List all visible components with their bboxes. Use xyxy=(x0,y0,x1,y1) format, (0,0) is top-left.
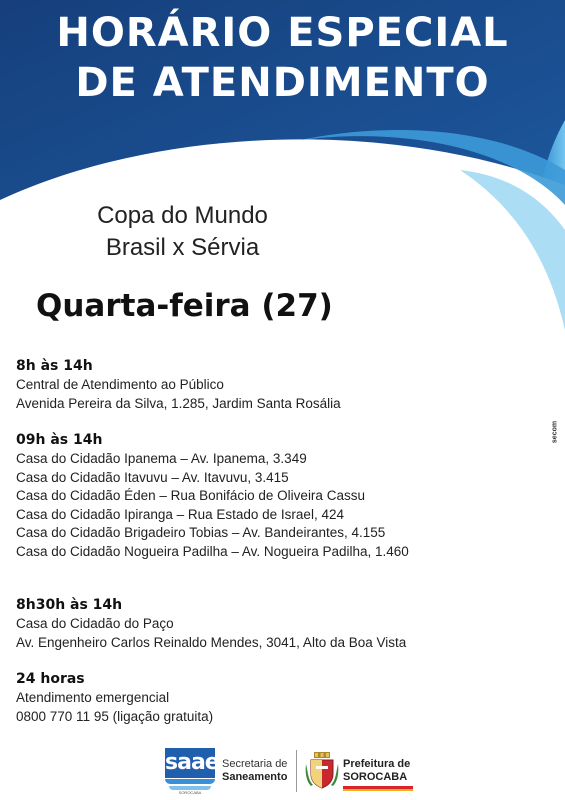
footer-divider xyxy=(296,750,297,792)
side-credit xyxy=(547,388,563,476)
footer-logos xyxy=(0,748,565,794)
schedule-list xyxy=(16,356,536,743)
prefeitura-line1: Prefeitura de xyxy=(343,758,411,770)
header-title xyxy=(0,8,565,108)
schedule-line: Avenida Pereira da Silva, 1.285, Jardim Santa Rosália xyxy=(16,395,341,411)
schedule-block xyxy=(16,669,536,726)
schedule-time: 24 horas xyxy=(16,671,85,687)
schedule-block xyxy=(16,595,536,652)
schedule-line: Casa do Cidadão Ipanema – Av. Ipanema, 3.349 xyxy=(16,451,307,466)
prefeitura-stripe-yellow xyxy=(343,789,413,791)
event-info xyxy=(60,200,305,264)
schedule-time: 8h às 14h xyxy=(16,358,93,374)
secom-label: secom xyxy=(551,420,559,444)
schedule-line: Central de Atendimento ao Público xyxy=(16,377,224,392)
schedule-line: Atendimento emergencial xyxy=(16,690,170,705)
saae-logo-text: saae xyxy=(165,748,215,778)
schedule-line: Casa do Cidadão Éden – Rua Bonifácio de Oliveira Cassu xyxy=(16,488,365,503)
event-line2: Brasil x Sérvia xyxy=(105,234,260,261)
schedule-time: 8h30h às 14h xyxy=(16,597,123,613)
schedule-block xyxy=(16,430,536,561)
schedule-line: Casa do Cidadão Brigadeiro Tobias – Av. Bandeirantes, 4.155 xyxy=(16,525,386,540)
saae-wave-icon xyxy=(165,779,215,784)
day-heading: Quarta-feira (27) xyxy=(36,288,333,324)
schedule-block xyxy=(16,356,536,413)
schedule-line: Av. Engenheiro Carlos Reinaldo Mendes, 3041, Alto da Boa Vista xyxy=(16,634,407,650)
city-crest-icon xyxy=(305,752,339,790)
schedule-time: 09h às 14h xyxy=(16,432,103,448)
header-title-line1: HORÁRIO ESPECIAL xyxy=(56,10,509,56)
saae-logo xyxy=(165,748,219,795)
secretaria-line1: Secretaria de xyxy=(222,758,288,770)
saae-logo-sub: SOROCABA xyxy=(178,790,202,795)
schedule-line: Casa do Cidadão Itavuvu – Av. Itavuvu, 3.415 xyxy=(16,469,289,485)
event-line1: Copa do Mundo xyxy=(97,202,268,229)
prefeitura-line2: SOROCABA xyxy=(343,771,408,783)
secretaria-line2: Saneamento xyxy=(222,771,288,783)
schedule-line: Casa do Cidadão Nogueira Padilha – Av. Nogueira Padilha, 1.460 xyxy=(16,543,409,559)
schedule-line: 0800 770 11 95 (ligação gratuita) xyxy=(16,708,214,724)
header-title-line2: DE ATENDIMENTO xyxy=(75,60,490,106)
schedule-line: Casa do Cidadão Ipiranga – Rua Estado de Israel, 424 xyxy=(16,506,344,522)
schedule-line: Casa do Cidadão do Paço xyxy=(16,616,174,631)
